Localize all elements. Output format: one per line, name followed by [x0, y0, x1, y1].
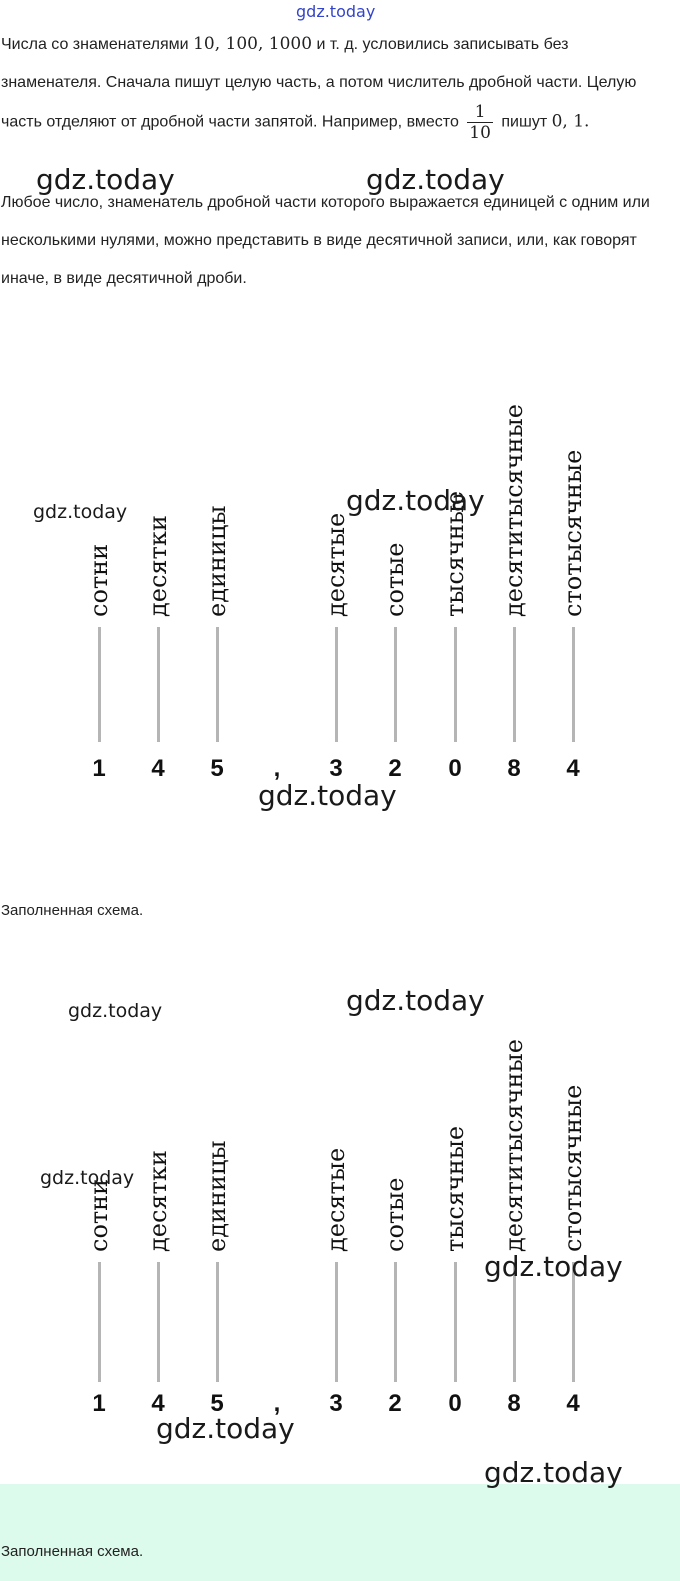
- place-label-6: десятитысячные: [500, 404, 528, 617]
- place-label-3: десятые: [322, 512, 350, 617]
- paragraph-1-text-c: пишут: [501, 113, 548, 131]
- decimal-comma: ,: [273, 755, 281, 782]
- digit-0: 1: [92, 755, 106, 782]
- fraction-numerator: 1: [467, 102, 493, 123]
- watermark: gdz.today: [484, 1250, 623, 1283]
- digit-6: 0: [448, 755, 462, 782]
- watermark: gdz.today: [33, 501, 128, 523]
- place-label-1: десятки: [144, 515, 172, 617]
- watermark: gdz.today: [68, 1000, 163, 1022]
- digit-7: 8: [507, 755, 521, 782]
- watermark: gdz.today: [366, 163, 505, 196]
- watermark: gdz.today: [346, 984, 485, 1017]
- digit-2: 5: [210, 755, 224, 782]
- place-label-5: тысячные: [441, 1125, 469, 1252]
- paragraph-1-text-b: и т. д. условились записывать без знаменателя. Сначала пишут целую часть, а потом числитель дробной части. Целую часть отделяют от дробной части запятой. Например, вместо: [1, 36, 637, 131]
- place-label-1: десятки: [144, 1150, 172, 1252]
- decimal-comma: ,: [273, 1390, 281, 1417]
- digit-6: 0: [448, 1390, 462, 1417]
- paragraph-1-text-a: Числа со знаменателями: [1, 36, 189, 53]
- place-label-4: сотые: [381, 1177, 409, 1252]
- paragraph-2: Любое число, знаменатель дробной части которого выражается единицей с одним или несколькими нулями, можно представить в виде десятичной записи, или, как говорят иначе, в виде десятичной дроби.: [1, 194, 650, 287]
- place-label-6: десятитысячные: [500, 1039, 528, 1252]
- place-label-3: десятые: [322, 1147, 350, 1252]
- watermark-top: gdz.today: [296, 2, 376, 21]
- place-label-4: сотые: [381, 542, 409, 617]
- place-label-5: тысячные: [441, 490, 469, 617]
- watermark: gdz.today: [258, 779, 397, 812]
- place-label-7: стотысячные: [559, 449, 587, 617]
- place-line-2: [216, 1262, 219, 1382]
- place-label-7: стотысячные: [559, 1084, 587, 1252]
- digit-1: 4: [151, 1390, 165, 1417]
- place-line-3: [335, 1262, 338, 1382]
- caption-2: Заполненная схема.: [1, 1543, 144, 1560]
- math-zero-point-one: 0, 1.: [551, 111, 590, 132]
- watermark: gdz.today: [346, 484, 485, 517]
- place-line-0: [98, 1262, 101, 1382]
- place-label-2: единицы: [203, 505, 231, 617]
- math-denominators: 10, 100, 1000: [193, 34, 313, 54]
- digit-2: 5: [210, 1390, 224, 1417]
- place-line-5: [454, 1262, 457, 1382]
- fraction-denominator: 10: [469, 123, 491, 143]
- place-line-4: [394, 1262, 397, 1382]
- watermark: gdz.today: [484, 1456, 623, 1489]
- answer-band: [0, 1484, 680, 1581]
- watermark: gdz.today: [40, 1167, 135, 1189]
- place-label-2: единицы: [203, 1140, 231, 1252]
- digit-0: 1: [92, 1390, 106, 1417]
- watermark: gdz.today: [36, 163, 175, 196]
- digit-4: 3: [329, 1390, 343, 1417]
- watermark: gdz.today: [156, 1412, 295, 1445]
- digit-7: 8: [507, 1390, 521, 1417]
- digit-5: 2: [388, 755, 402, 782]
- digit-1: 4: [151, 755, 165, 782]
- place-label-0: сотни: [85, 543, 113, 617]
- digit-4: 3: [329, 755, 343, 782]
- digit-5: 2: [388, 1390, 402, 1417]
- digit-8: 4: [566, 1390, 580, 1417]
- digit-8: 4: [566, 755, 580, 782]
- caption-1: Заполненная схема.: [1, 902, 144, 919]
- place-line-1: [157, 1262, 160, 1382]
- place-label-0: сотни: [85, 1178, 113, 1252]
